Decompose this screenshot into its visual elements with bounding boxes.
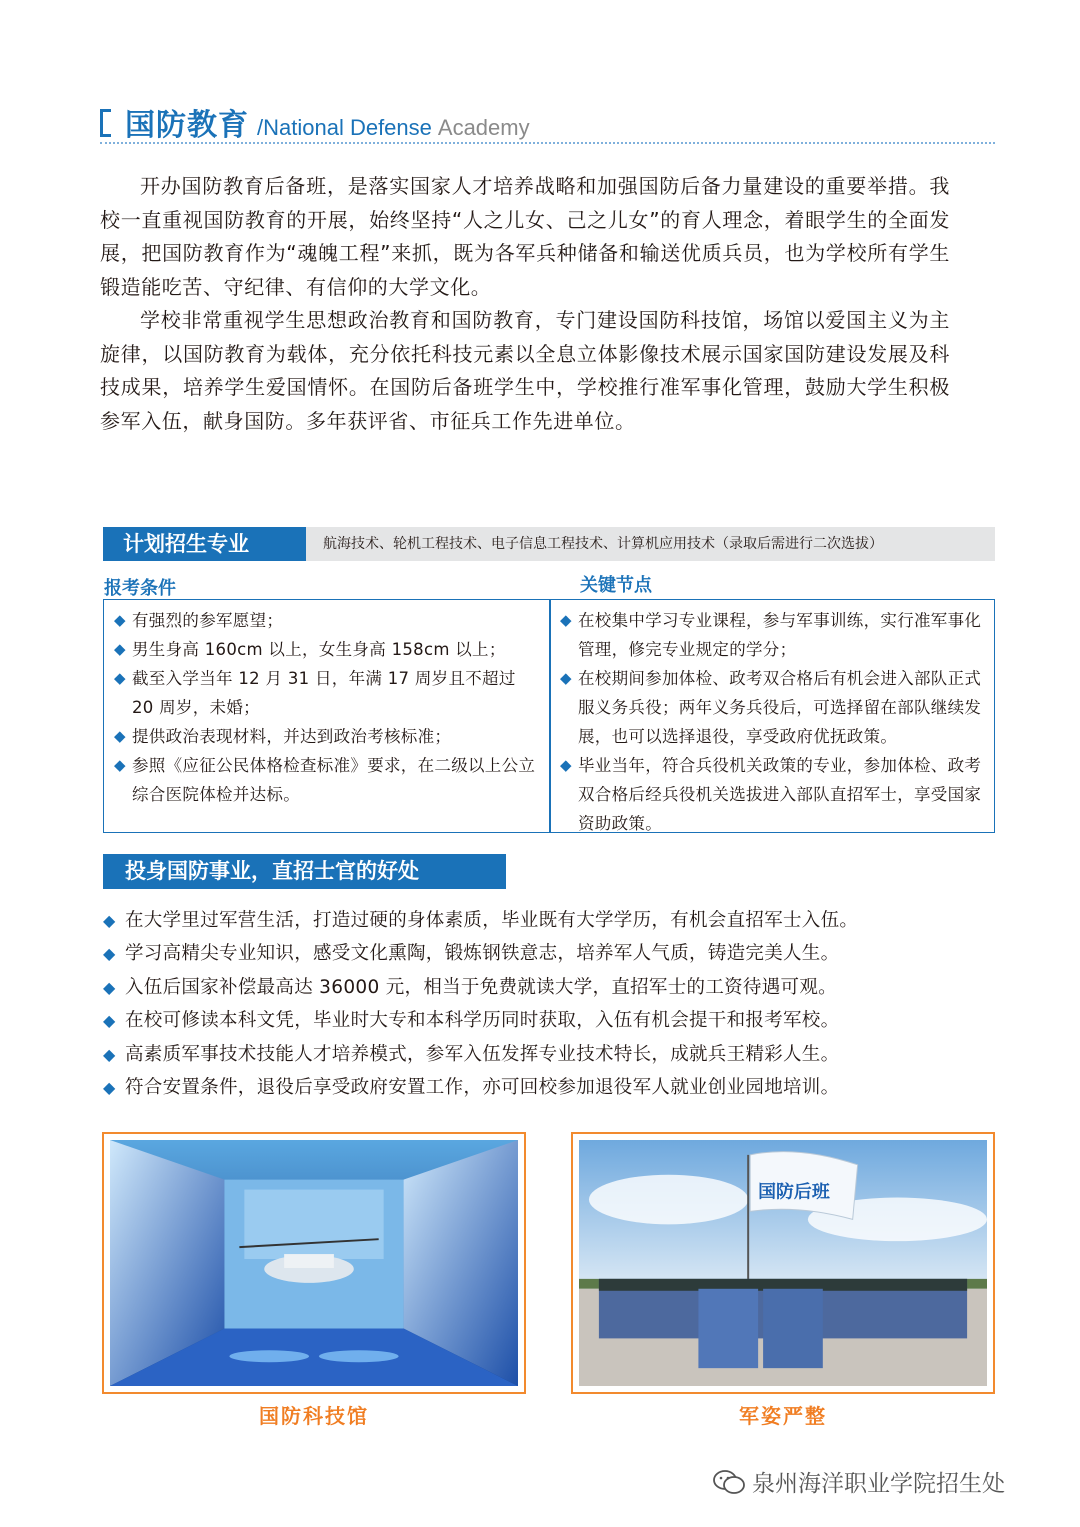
conditions-heading: 报考条件 bbox=[104, 578, 176, 599]
conditions-box bbox=[103, 599, 551, 833]
diamond-bullet-icon: ◆ bbox=[560, 669, 572, 687]
diamond-bullet-icon: ◆ bbox=[560, 611, 572, 629]
list-item: ◆ 有强烈的参军愿望； bbox=[114, 606, 542, 635]
section-subtitle-english: /National Defense bbox=[257, 115, 432, 140]
military-drill-caption: 军姿严整 bbox=[739, 1404, 827, 1428]
list-item: ◆ 学习高精尖专业知识，感受文化熏陶，锻炼钢铁意志，培养军人气质，铸造完美人生。 bbox=[103, 937, 1003, 970]
list-item: ◆ 在校集中学习专业课程，参与军事训练，实行准军事化管理，修完专业规定的学分； bbox=[560, 606, 986, 664]
plan-majors-label: 计划招生专业 bbox=[103, 527, 306, 561]
list-item: ◆ 男生身高 160cm 以上，女生身高 158cm 以上； bbox=[114, 635, 542, 664]
diamond-bullet-icon: ◆ bbox=[103, 977, 116, 997]
dotted-divider bbox=[100, 142, 995, 144]
diamond-bullet-icon: ◆ bbox=[560, 756, 572, 774]
milestones-list bbox=[550, 600, 994, 838]
wechat-watermark bbox=[712, 1465, 1005, 1498]
intro-paragraph-1: 开办国防教育后备班，是落实国家人才培养战略和加强国防后备力量建设的重要举措。我校一直重视国防教育的开展，始终坚持“人之儿女、己之儿女”的育人理念，着眼学生的全面发展，把国防教育作为“魂魄工程”来抓，既为各军兵种储备和输送优质兵员，也为学校所有学生锻造能吃苦、守纪律、有信仰的大学文化。 bbox=[100, 174, 950, 299]
diamond-bullet-icon: ◆ bbox=[103, 911, 116, 930]
defense-hall-photo bbox=[110, 1140, 518, 1386]
diamond-bullet-icon: ◆ bbox=[114, 640, 126, 658]
military-drill-photo bbox=[579, 1140, 987, 1386]
diamond-bullet-icon: ◆ bbox=[114, 611, 126, 629]
plan-majors-list: 航海技术、轮机工程技术、电子信息工程技术、计算机应用技术（录取后需进行二次选拔） bbox=[323, 536, 883, 552]
diamond-bullet-icon: ◆ bbox=[114, 756, 126, 774]
flag-text: 国防后班 bbox=[758, 1181, 830, 1203]
military-drill-image bbox=[579, 1140, 987, 1386]
list-item: ◆ 在大学里过军营生活，打造过硬的身体素质，毕业既有大学学历，有机会直招军士入伍。 bbox=[103, 904, 1003, 937]
milestones-heading: 关键节点 bbox=[580, 575, 652, 596]
benefits-label: 投身国防事业，直招士官的好处 bbox=[103, 854, 506, 889]
diamond-bullet-icon: ◆ bbox=[114, 727, 126, 745]
diamond-bullet-icon: ◆ bbox=[103, 1044, 116, 1064]
diamond-bullet-icon: ◆ bbox=[103, 944, 116, 964]
defense-hall-image bbox=[110, 1140, 518, 1386]
military-drill-photo-frame bbox=[571, 1132, 995, 1394]
list-item: ◆ 高素质军事技术技能人才培养模式，参军入伍发挥专业技术特长，成就兵王精彩人生。 bbox=[103, 1038, 1003, 1071]
plan-majors-bar bbox=[103, 527, 995, 561]
list-item: ◆ 毕业当年，符合兵役机关政策的专业，参加体检、政考双合格后经兵役机关选拔进入部队直招军士，享受国家资助政策。 bbox=[560, 751, 986, 838]
intro-paragraph-2: 学校非常重视学生思想政治教育和国防教育，专门建设国防科技馆，场馆以爱国主义为主旋律，以国防教育为载体，充分依托科技元素以全息立体影像技术展示国家国防建设发展及科技成果，培养学生爱国情怀。在国防后备班学生中，学校推行准军事化管理，鼓励大学生积极参军入伍，献身国防。多年获评省、市征兵工作先进单位。 bbox=[100, 308, 950, 433]
section-header bbox=[100, 100, 530, 143]
list-item: ◆ 符合安置条件，退役后享受政府安置工作，亦可回校参加退役军人就业创业园地培训。 bbox=[103, 1071, 1003, 1104]
diamond-bullet-icon: ◆ bbox=[103, 1011, 116, 1031]
conditions-list bbox=[104, 600, 550, 809]
section-subtitle-english-2: Academy bbox=[437, 115, 530, 140]
diamond-bullet-icon: ◆ bbox=[103, 1078, 116, 1098]
watermark-text: 泉州海洋职业学院招生处 bbox=[752, 1471, 1005, 1497]
section-title: 国防教育 bbox=[125, 108, 249, 143]
defense-hall-photo-frame bbox=[102, 1132, 526, 1394]
milestones-box bbox=[549, 599, 995, 833]
diamond-bullet-icon: ◆ bbox=[114, 669, 126, 687]
list-item: ◆ 在校期间参加体检、政考双合格后有机会进入部队正式服义务兵役；两年义务兵役后，可选择留在部队继续发展，也可以选择退役，享受政府优抚政策。 bbox=[560, 664, 986, 751]
list-item: ◆ 入伍后国家补偿最高达 36000 元，相当于免费就读大学，直招军士的工资待遇可观。 bbox=[103, 971, 1003, 1004]
intro-text bbox=[100, 170, 950, 438]
list-item: ◆ 在校可修读本科文凭，毕业时大专和本科学历同时获取，入伍有机会提干和报考军校。 bbox=[103, 1004, 1003, 1037]
list-item: ◆ 截至入学当年 12 月 31 日，年满 17 周岁且不超过 20 周岁，未婚； bbox=[114, 664, 542, 722]
benefits-list bbox=[103, 904, 1003, 1104]
list-item: ◆ 参照《应征公民体格检查标准》要求，在二级以上公立综合医院体检并达标。 bbox=[114, 751, 542, 809]
wechat-icon bbox=[712, 1469, 746, 1495]
defense-hall-caption: 国防科技馆 bbox=[259, 1404, 369, 1428]
list-item: ◆ 提供政治表现材料，并达到政治考核标准； bbox=[114, 722, 542, 751]
bracket-icon bbox=[100, 109, 111, 137]
